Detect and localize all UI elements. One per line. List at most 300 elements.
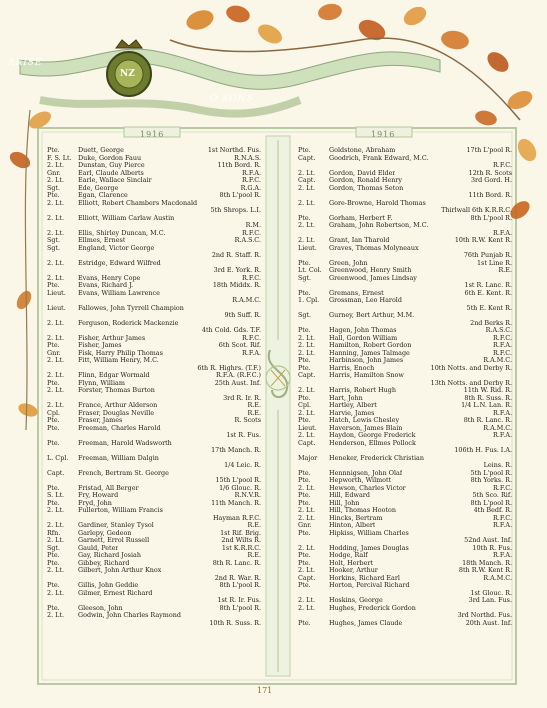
entry-rank: 2. Lt. [298, 567, 315, 574]
entry-unit: 1st K.R.R.C. [221, 543, 261, 552]
roll-entry [47, 567, 263, 582]
entry-unit: R.F.C. [241, 273, 261, 282]
roll-entry [47, 200, 263, 215]
entry-name: France, Arthur Alderson [78, 402, 158, 409]
entry-name: Hennnigsen, John Olaf [329, 469, 403, 477]
entry-unit: 3rd Lan. Fus. [468, 596, 512, 604]
entry-name: Green, John [329, 259, 368, 267]
entry-name: Hincks, Bertram [329, 514, 383, 522]
entry-name: Hamilton, Robert Gordon [329, 342, 412, 349]
entry-rank: F. S. Lt. [47, 154, 72, 162]
entry-name: Fisk, Harry Philip Thomas [78, 349, 163, 357]
entry-name: Hartley, Albert [329, 402, 377, 409]
roll-entry [47, 215, 263, 230]
entry-unit: R.A.S.C. [234, 236, 261, 244]
roll-entry [47, 282, 263, 290]
roll-entry [298, 267, 514, 275]
entry-unit: Leins. R. [483, 461, 512, 469]
entry-unit: 5th E. Kent R. [466, 303, 512, 312]
entry-unit: 17th L'pool R. [466, 147, 512, 154]
entry-name: Gillis, John Geddie [78, 582, 139, 589]
entry-unit: 1st Line R. [476, 258, 512, 267]
roll-entry [47, 290, 263, 305]
roll-entry [298, 275, 514, 290]
entry-rank: Pte. [47, 379, 60, 387]
entry-rank: Pte. [47, 439, 60, 447]
entry-unit: 8th L'pool R. [219, 191, 261, 199]
entry-rank: Capt. [298, 574, 316, 582]
entry-rank: Pte. [298, 477, 311, 484]
entry-unit: R.G.A. [240, 183, 261, 192]
roll-entry [47, 357, 263, 372]
entry-unit: R.N.A.S. [234, 153, 261, 162]
roll-entry [47, 455, 263, 470]
entry-rank: 2. Lt. [47, 567, 64, 574]
entry-rank: 2. Lt. [47, 357, 64, 364]
entry-rank: Gnr. [47, 349, 61, 357]
entry-name: Hatch, Lewis Chesley [329, 417, 400, 424]
roll-entry [298, 260, 514, 268]
entry-rank: Sgt. [47, 244, 61, 252]
roll-entry [47, 245, 263, 260]
roll-entry [47, 237, 263, 245]
entry-rank: Pte. [47, 342, 60, 349]
entry-unit: R.F.C. [492, 513, 512, 522]
entry-rank: 2. Lt. [298, 184, 315, 192]
entry-rank: 2. Lt. [298, 222, 315, 229]
entry-name: Hinton, Albert [329, 522, 376, 529]
entry-rank: 2. Lt. [47, 177, 64, 184]
entry-rank: Major [298, 454, 318, 462]
entry-rank: 2. Lt. [47, 387, 64, 394]
entry-name: Fitt, William Henry, M.C. [78, 357, 159, 364]
roll-entry [47, 147, 263, 155]
entry-rank: 2. Lt. [47, 229, 64, 237]
entry-rank: Gnr. [298, 522, 312, 529]
roll-entry [47, 590, 263, 605]
entry-unit: 18th Manch. R. [462, 558, 512, 567]
entry-name: Hart, John [329, 394, 363, 402]
entry-rank: Capt. [298, 439, 316, 447]
entry-rank: Capt. [47, 469, 65, 477]
entry-rank: Sgt. [47, 184, 61, 192]
entry-name: Fraser, Douglas Neville [78, 409, 155, 417]
entry-name: Ellis, Shirley Duncan, M.C. [78, 229, 166, 237]
entry-unit: 1/4 Leic. R. [224, 461, 261, 469]
emblem-text: NZ [120, 69, 135, 79]
entry-name: Heneker, Frederick Christian [329, 454, 424, 462]
entry-rank: 2. Lt. [298, 432, 315, 439]
entry-unit: R.F.A. (R.F.C.) [216, 371, 261, 379]
roll-entry [298, 177, 514, 185]
entry-unit: 1st Glouc. R. [470, 588, 512, 597]
entry-unit: 10th Notts. and Derby R. [430, 363, 512, 372]
nz-badge-emblem [107, 40, 151, 96]
entry-rank: Pte. [298, 582, 311, 589]
entry-rank: 2. Lt. [47, 199, 64, 207]
entry-unit: 76th Punjab R. [463, 251, 512, 259]
entry-name: Freeman, Charles Harold [78, 424, 161, 432]
roll-entry [298, 605, 514, 620]
entry-rank: 2. Lt. [298, 199, 315, 207]
entry-unit: R.F.C. [492, 333, 512, 342]
entry-name: Hipkiss, William Charles [329, 529, 409, 537]
entry-rank: 2. Lt. [298, 387, 315, 394]
entry-unit: 3rd E. York. R. [213, 266, 261, 274]
right-column-list [298, 147, 514, 677]
entry-name: Earl, Claude Alberts [78, 169, 144, 177]
entry-name: Fullerton, William Francis [78, 507, 163, 514]
entry-unit: 8th R. Lanc. R. [212, 558, 261, 567]
entry-name: Hanning, James Talmage [329, 349, 410, 357]
entry-rank: 2. Lt. [298, 597, 315, 604]
entry-unit: R.E. [498, 266, 512, 274]
entry-rank: Lieut. [298, 424, 317, 432]
entry-unit: R.F.C. [492, 348, 512, 357]
entry-name: Hepworth, Wilmott [329, 477, 392, 484]
entry-unit: R.A.M.C. [483, 423, 512, 432]
entry-name: Harris, Hamilton Snow [329, 372, 404, 379]
entry-unit: R.F.C. [241, 333, 261, 342]
entry-name: Fristad, All Berger [78, 484, 139, 492]
entry-unit: 15th L'pool R. [215, 476, 261, 484]
roll-entry [298, 522, 514, 530]
roll-entry [47, 260, 263, 275]
entry-name: Graves, Thomas Molyneaux [329, 244, 419, 252]
entry-rank: 2. Lt. [47, 612, 64, 619]
entry-unit: R.F.A. [493, 431, 512, 439]
entry-rank: Pte. [298, 619, 311, 627]
entry-name: Goodrich, Frank Edward, M.C. [329, 154, 429, 162]
year-left: 1916 [140, 130, 165, 139]
entry-rank: Lt. Col. [298, 267, 322, 274]
entry-name: Hughes, James Claude [329, 619, 403, 627]
entry-name: Grossman, Leo Harold [329, 297, 402, 304]
roll-entry [298, 245, 514, 260]
entry-name: Henderson, Ellmes Pollock [329, 439, 416, 447]
entry-rank: 2. Lt. [47, 402, 64, 409]
roll-entry [298, 507, 514, 515]
entry-name: Hall, Gordon William [329, 334, 398, 342]
entry-unit: 1st Northd. Fus. [207, 147, 261, 154]
entry-name: Gorham, Herbert F. [329, 214, 393, 222]
roll-entry [298, 597, 514, 605]
roll-entry [47, 582, 263, 590]
roll-entry [298, 425, 514, 433]
entry-name: Greenwood, Henry Smith [329, 267, 412, 274]
entry-unit: 11th W. Rid. R. [463, 386, 512, 394]
roll-entry [298, 222, 514, 237]
entry-unit: 10th R.W. Kent R. [454, 236, 512, 244]
entry-unit: R.F.A. [493, 521, 512, 529]
entry-name: Duke, Gordon Fauu [78, 154, 142, 162]
entry-name: Harvie, James [329, 409, 375, 417]
roll-entry [298, 155, 514, 170]
entry-unit: R.E. [247, 408, 261, 417]
entry-rank: Pte. [47, 192, 60, 199]
entry-rank: 2. Lt. [47, 259, 64, 267]
entry-rank: Pte. [298, 394, 311, 402]
roll-entry [47, 387, 263, 402]
entry-rank: 2. Lt. [298, 484, 315, 492]
entry-unit: 18th Middx. R. [212, 281, 261, 289]
entry-rank: Pte. [47, 604, 60, 612]
entry-unit: R.E. [247, 401, 261, 409]
entry-unit: 4th Bedf. R. [473, 506, 512, 514]
roll-entry [47, 545, 263, 553]
entry-name: Gurney, Bert Arthur, M.M. [329, 312, 415, 319]
entry-name: Hoskins, George [329, 597, 383, 604]
entry-rank: Pte. [47, 582, 60, 589]
entry-rank: Lieut. [47, 304, 66, 312]
entry-unit: R.F.C. [492, 161, 512, 169]
entry-name: Fisher, James [78, 342, 122, 349]
entry-rank: 2. Lt. [298, 237, 315, 244]
entry-unit: R.A.S.C. [485, 326, 512, 334]
entry-rank: 2. Lt. [47, 522, 64, 529]
entry-unit: R.F.A. [242, 348, 261, 357]
page-number: 171 [257, 686, 273, 695]
roll-entry [298, 312, 514, 327]
roll-entry [47, 560, 263, 568]
entry-unit: 1/6 Glouc. R. [219, 483, 261, 492]
entry-unit: 11th Manch. R. [211, 498, 261, 507]
entry-name: Forster, Thomas Burton [78, 387, 155, 394]
roll-entry [47, 162, 263, 170]
roll-entry [47, 230, 263, 238]
entry-rank: 2. Lt. [47, 537, 64, 544]
entry-rank: Pte. [298, 327, 311, 334]
entry-rank: 2. Lt. [47, 319, 64, 327]
roll-entry [298, 575, 514, 583]
entry-rank: Pte. [298, 357, 311, 364]
entry-unit: R.M. [245, 221, 261, 229]
roll-entry [298, 372, 514, 387]
entry-unit: R.F.A. [493, 341, 512, 349]
roll-entry [47, 470, 263, 485]
roll-entry [298, 147, 514, 155]
entry-name: Fryd, John [78, 499, 112, 507]
roll-entry [47, 507, 263, 522]
entry-unit: 1/4 L.N. Lan. R. [461, 401, 512, 409]
entry-name: Earle, Wallace Sinclair [78, 177, 152, 184]
entry-name: Garlepy, Gedeon [78, 529, 132, 537]
entry-unit: 5th L'pool R. [470, 468, 512, 477]
entry-rank: Pte. [47, 282, 60, 289]
entry-name: Holt, Herbert [329, 559, 374, 567]
entry-name: Gilbert, John Arthur Knox [78, 567, 162, 574]
roll-entry [47, 342, 263, 350]
entry-name: Flinn, Edgar Wormald [78, 372, 150, 379]
entry-unit: R.F.C. [492, 483, 512, 492]
entry-name: Hooker, Arthur [329, 567, 378, 574]
entry-unit: 12th R. Scots [468, 168, 512, 177]
entry-name: Estridge, Edward Wilfred [78, 259, 161, 267]
entry-name: Gremans, Ernest [329, 289, 384, 297]
entry-name: Gordon, David Elder [329, 169, 396, 177]
entry-name: England, Victor George [78, 244, 155, 252]
entry-name: Hill, John [329, 499, 360, 507]
entry-unit: R.F.A. [493, 551, 512, 559]
entry-name: Hodge, Ralf [329, 552, 368, 559]
entry-unit: R.F.C. [241, 228, 261, 237]
entry-name: Fallowes, John Tyrrell Champion [78, 304, 184, 312]
entry-name: Graham, John Robertson, M.C. [329, 222, 429, 229]
roll-entry [47, 417, 263, 425]
entry-unit: R.F.A. [242, 168, 261, 177]
entry-name: Fry, Howard [78, 492, 119, 499]
entry-name: Freeman, William Dalgin [78, 454, 159, 462]
left-column-list [47, 147, 263, 677]
entry-unit: 20th Aust. Inf. [465, 618, 512, 627]
roll-entry [298, 455, 514, 470]
entry-name: Gibbey, Richard [78, 559, 130, 567]
entry-rank: Pte. [298, 417, 311, 424]
entry-name: Hughes, Frederick Gordon [329, 604, 416, 612]
entry-name: Haverson, James Blain [329, 424, 403, 432]
entry-rank: Capt. [298, 154, 316, 162]
roll-entry [47, 485, 263, 493]
roll-entry [298, 342, 514, 350]
entry-name: Fisher, Arthur James [78, 334, 146, 342]
entry-unit: 1st R. Ir. Fus. [217, 596, 261, 604]
entry-unit: R.F.A. [493, 408, 512, 417]
entry-name: Harris, Enoch [329, 364, 375, 372]
roll-entry [298, 297, 514, 312]
roll-entry [298, 530, 514, 545]
entry-name: Elliott, Robert Chambers Macdonald [78, 199, 198, 207]
entry-unit: 8th R. Lanc. R. [463, 416, 512, 424]
roll-entry [47, 192, 263, 200]
entry-rank: Pte. [298, 492, 311, 499]
entry-rank: 2. Lt. [47, 214, 64, 222]
entry-unit: R.A.M.C. [232, 296, 261, 304]
roll-entry [298, 515, 514, 523]
entry-unit: 13th Notts. and Derby R. [430, 378, 512, 387]
entry-unit: 25th Aust. Inf. [214, 378, 261, 387]
entry-name: Ede, George [78, 184, 119, 192]
roll-entry [47, 170, 263, 178]
roll-entry [298, 432, 514, 440]
roll-entry [47, 177, 263, 185]
entry-rank: Capt. [298, 177, 316, 184]
entry-rank: Pte. [47, 559, 60, 567]
entry-name: Goldstone, Abraham [329, 147, 396, 154]
entry-rank: Cpl. [298, 402, 312, 409]
entry-rank: Gnr. [47, 169, 61, 177]
entry-name: Godwin, John Charles Raymond [78, 612, 181, 619]
roll-entry [298, 620, 514, 628]
entry-rank: 2. Lt. [298, 349, 315, 357]
roll-entry [47, 305, 263, 320]
entry-name: Horkins, Richard Earl [329, 574, 400, 582]
entry-name: Hill, Thomas Hooton [329, 507, 396, 514]
entry-name: Evans, Henry Cope [78, 274, 141, 282]
entry-rank: Pte. [47, 499, 60, 507]
entry-unit: 6th E. Kent. R. [464, 288, 512, 297]
entry-rank: 2. Lt. [298, 342, 315, 349]
entry-rank: Lieut. [47, 289, 66, 297]
entry-rank: Pte. [298, 364, 311, 372]
entry-rank: Pte. [47, 484, 60, 492]
entry-rank: Pte. [47, 424, 60, 432]
roll-entry [47, 350, 263, 358]
entry-unit: 2nd Berks R. [470, 318, 512, 327]
entry-unit: 8th L'pool R. [219, 581, 261, 589]
entry-unit: 2nd R. Staff. R. [211, 251, 261, 259]
entry-name: Greenwood, James Lindsay [329, 274, 417, 282]
entry-rank: 2. Lt. [298, 334, 315, 342]
entry-name: Hewson, Charles Victor [329, 484, 406, 492]
roll-entry [47, 440, 263, 455]
entry-unit: 4th Cold. Gds. T.F. [201, 326, 261, 334]
roll-entry [47, 410, 263, 418]
roll-entry [298, 200, 514, 215]
entry-unit: 10th R. Suss. R. [209, 618, 261, 627]
entry-rank: 2. Lt. [47, 274, 64, 282]
entry-unit: 8th L'pool R. [470, 213, 512, 222]
entry-unit: 1st Rif. Brig. [220, 528, 261, 537]
entry-name: Hagen, John Thomas [329, 327, 397, 334]
entry-unit: R.F.A. [493, 228, 512, 237]
entry-unit: 6th R. Highrs. (T.F.) [197, 363, 261, 372]
entry-rank: Pte. [298, 552, 311, 559]
roll-entry [47, 425, 263, 440]
year-right: 1916 [371, 130, 396, 139]
entry-unit: 11th Bord. R. [217, 161, 261, 169]
entry-rank: 2. Lt. [298, 169, 315, 177]
entry-unit: 8th L'pool R. [470, 498, 512, 507]
entry-rank: Pte. [298, 214, 311, 222]
entry-name: Grant, Ian Tharold [329, 237, 390, 244]
entry-unit: 11th Bord. R. [468, 191, 512, 199]
entry-name: Flynn, William [78, 379, 125, 387]
entry-unit: R.E. [247, 521, 261, 529]
entry-unit: 1st R. Lanc. R. [464, 281, 512, 289]
entry-name: Dunstan, Guy Pierce [78, 162, 145, 169]
entry-rank: 2. Lt. [47, 334, 64, 342]
entry-rank: Pte. [298, 469, 311, 477]
entry-name: Elliott, William Carlaw Austin [78, 214, 175, 222]
entry-name: Gauld, Peter [78, 544, 119, 552]
roll-entry [298, 350, 514, 358]
entry-name: Hodding, James Douglas [329, 544, 409, 552]
entry-name: Gleeson, John [78, 604, 123, 612]
entry-unit: R. Scots [234, 416, 261, 424]
entry-rank: 2. Lt. [298, 604, 315, 612]
entry-unit: 5th Shrops. L.I. [210, 206, 261, 214]
entry-rank: Rfn. [47, 529, 61, 537]
entry-name: Fraser, James [78, 417, 123, 424]
entry-name: Hill, Edward [329, 492, 370, 499]
entry-unit: 6th Scot. Rif. [218, 341, 261, 349]
entry-rank: 2. Lt. [298, 507, 315, 514]
entry-rank: S. Lt. [47, 492, 65, 499]
roll-entry [298, 215, 514, 223]
entry-unit: 3rd Northd. Fus. [457, 611, 512, 619]
roll-entry [298, 327, 514, 335]
entry-rank: Sgt. [298, 312, 312, 319]
entry-rank: Pte. [298, 289, 311, 297]
entry-unit: 9th Suff. R. [224, 311, 261, 319]
entry-rank: L. Cpl. [47, 454, 69, 462]
entry-unit: 8th R. Suss. R. [464, 393, 512, 402]
entry-rank: Capt. [298, 372, 316, 379]
entry-unit: Hayman R.F.C. [212, 513, 261, 522]
entry-rank: Pte. [47, 147, 60, 154]
entry-unit: 106th H. Fus. I.A. [454, 446, 512, 454]
entry-rank: Pte. [298, 147, 311, 154]
